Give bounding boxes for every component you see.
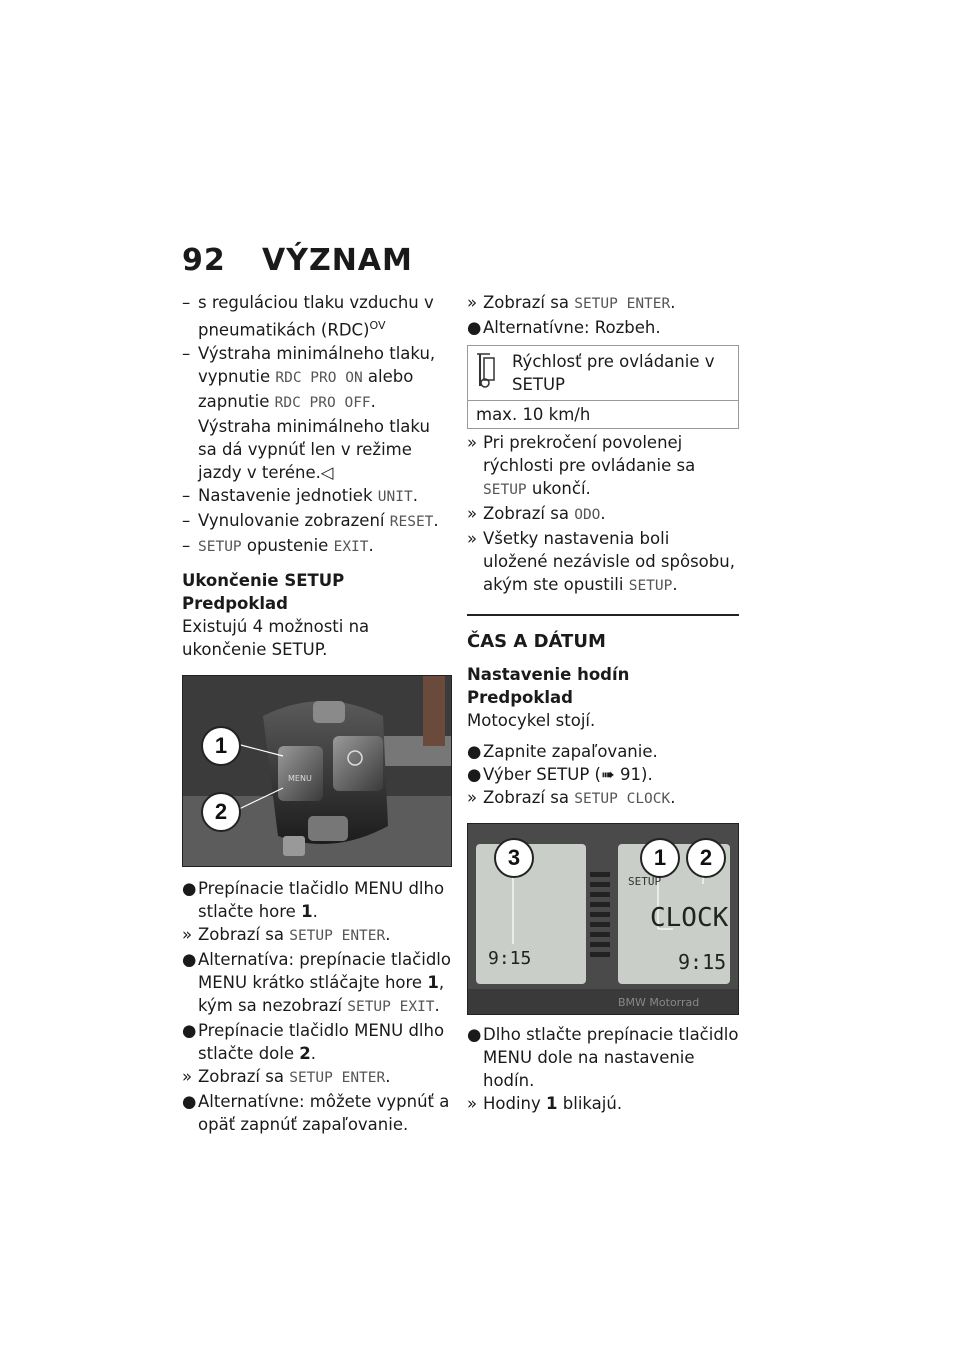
page-number: 92 bbox=[182, 243, 226, 278]
list-item: ● Dlho stlačte prepínacie tlačidlo MENU dole na nastavenie hodín. bbox=[467, 1025, 739, 1090]
list-item: » Všetky nastavenia boli uložené nezávisle od spôsobu, akým ste opustili SETUP. bbox=[467, 529, 735, 594]
paragraph: Existujú 4 možnosti na ukončenie SETUP. bbox=[182, 616, 370, 659]
page-header bbox=[182, 243, 413, 278]
list-item: – Nastavenie jednotiek UNIT. bbox=[182, 485, 418, 505]
menu-label: MENU bbox=[288, 773, 312, 783]
subheading: Nastavenie hodín bbox=[467, 665, 630, 684]
list-item: – Výstraha minimálneho tlaku, vypnutie RDC PRO ON alebo zapnutie RDC PRO OFF. Výstraha minimálneho tlaku sa dá vypnúť len v režime jazdy v teréne.◁ bbox=[182, 343, 436, 482]
paragraph: Motocykel stojí. bbox=[467, 711, 596, 730]
speed-note-box bbox=[467, 345, 739, 429]
list-item: – Vynulovanie zobrazení RESET. bbox=[182, 510, 439, 530]
list-item: – s reguláciou tlaku vzduchu v pneumatikách (RDC)$^{OV}$ bbox=[182, 293, 434, 340]
list-item: ● Zapnite zapaľovanie. bbox=[467, 742, 658, 761]
right-column bbox=[467, 291, 739, 1115]
callout-badge: 2 bbox=[201, 792, 241, 832]
note-text: Rýchlosť pre ovládanie v SETUP bbox=[512, 352, 715, 394]
handlebar-switch-photo bbox=[182, 675, 452, 867]
handlebar-switch-illustration bbox=[183, 676, 451, 866]
list-item: – SETUP opustenie EXIT. bbox=[182, 535, 374, 555]
list-item: ● Alternatíva: prepínacie tlačidlo MENU krátko stláčajte hore 1, kým sa nezobrazí SETUP EXIT. bbox=[182, 949, 451, 1015]
list-item: » Zobrazí sa SETUP CLOCK. bbox=[467, 788, 676, 807]
list-item: » Zobrazí sa ODO. bbox=[467, 504, 606, 523]
lcd-clock-text: CLOCK bbox=[650, 903, 729, 933]
list-item: ● Alternatívne: môžete vypnúť a opäť zapnúť zapaľovanie. bbox=[182, 1091, 450, 1134]
callout-badge: 1 bbox=[201, 726, 241, 766]
left-column bbox=[182, 291, 452, 1136]
callout-badge: 3 bbox=[494, 838, 534, 878]
lcd-setup-text: SETUP bbox=[628, 875, 662, 888]
section-title: ČAS A DÁTUM bbox=[467, 614, 739, 653]
list-item: » Hodiny 1 blikajú. bbox=[467, 1094, 623, 1113]
callout-badge: 2 bbox=[686, 838, 726, 878]
list-item: » Zobrazí sa SETUP ENTER. bbox=[182, 1066, 391, 1086]
list-item: » Zobrazí sa SETUP ENTER. bbox=[467, 293, 676, 312]
list-item: ● Výber SETUP (➠ 91). bbox=[467, 765, 653, 784]
instrument-cluster-photo bbox=[467, 823, 739, 1015]
page-reference-arrow-icon: ➠ bbox=[600, 765, 615, 784]
brand-text: BMW Motorrad bbox=[618, 996, 700, 1009]
speedometer-warning-icon bbox=[476, 350, 504, 396]
list-item: ● Prepínacie tlačidlo MENU dlho stlačte dole 2. bbox=[182, 1020, 445, 1063]
list-item: ● Prepínacie tlačidlo MENU dlho stlačte hore 1. bbox=[182, 878, 445, 921]
list-item: ● Alternatívne: Rozbeh. bbox=[467, 318, 661, 337]
list-item: » Zobrazí sa SETUP ENTER. bbox=[182, 924, 391, 944]
callout-badge: 1 bbox=[640, 838, 680, 878]
lcd-time-left: 9:15 bbox=[488, 948, 532, 969]
subheading: Predpoklad bbox=[467, 688, 573, 707]
lcd-time-right: 9:15 bbox=[678, 950, 727, 974]
list-item: » Pri prekročení povolenej rýchlosti pre ovládanie sa SETUP ukončí. bbox=[467, 433, 696, 498]
note-limit: max. 10 km/h bbox=[476, 405, 591, 424]
subheading: Ukončenie SETUP bbox=[182, 570, 345, 590]
page-title: VÝZNAM bbox=[262, 243, 413, 278]
subheading: Predpoklad bbox=[182, 593, 288, 613]
